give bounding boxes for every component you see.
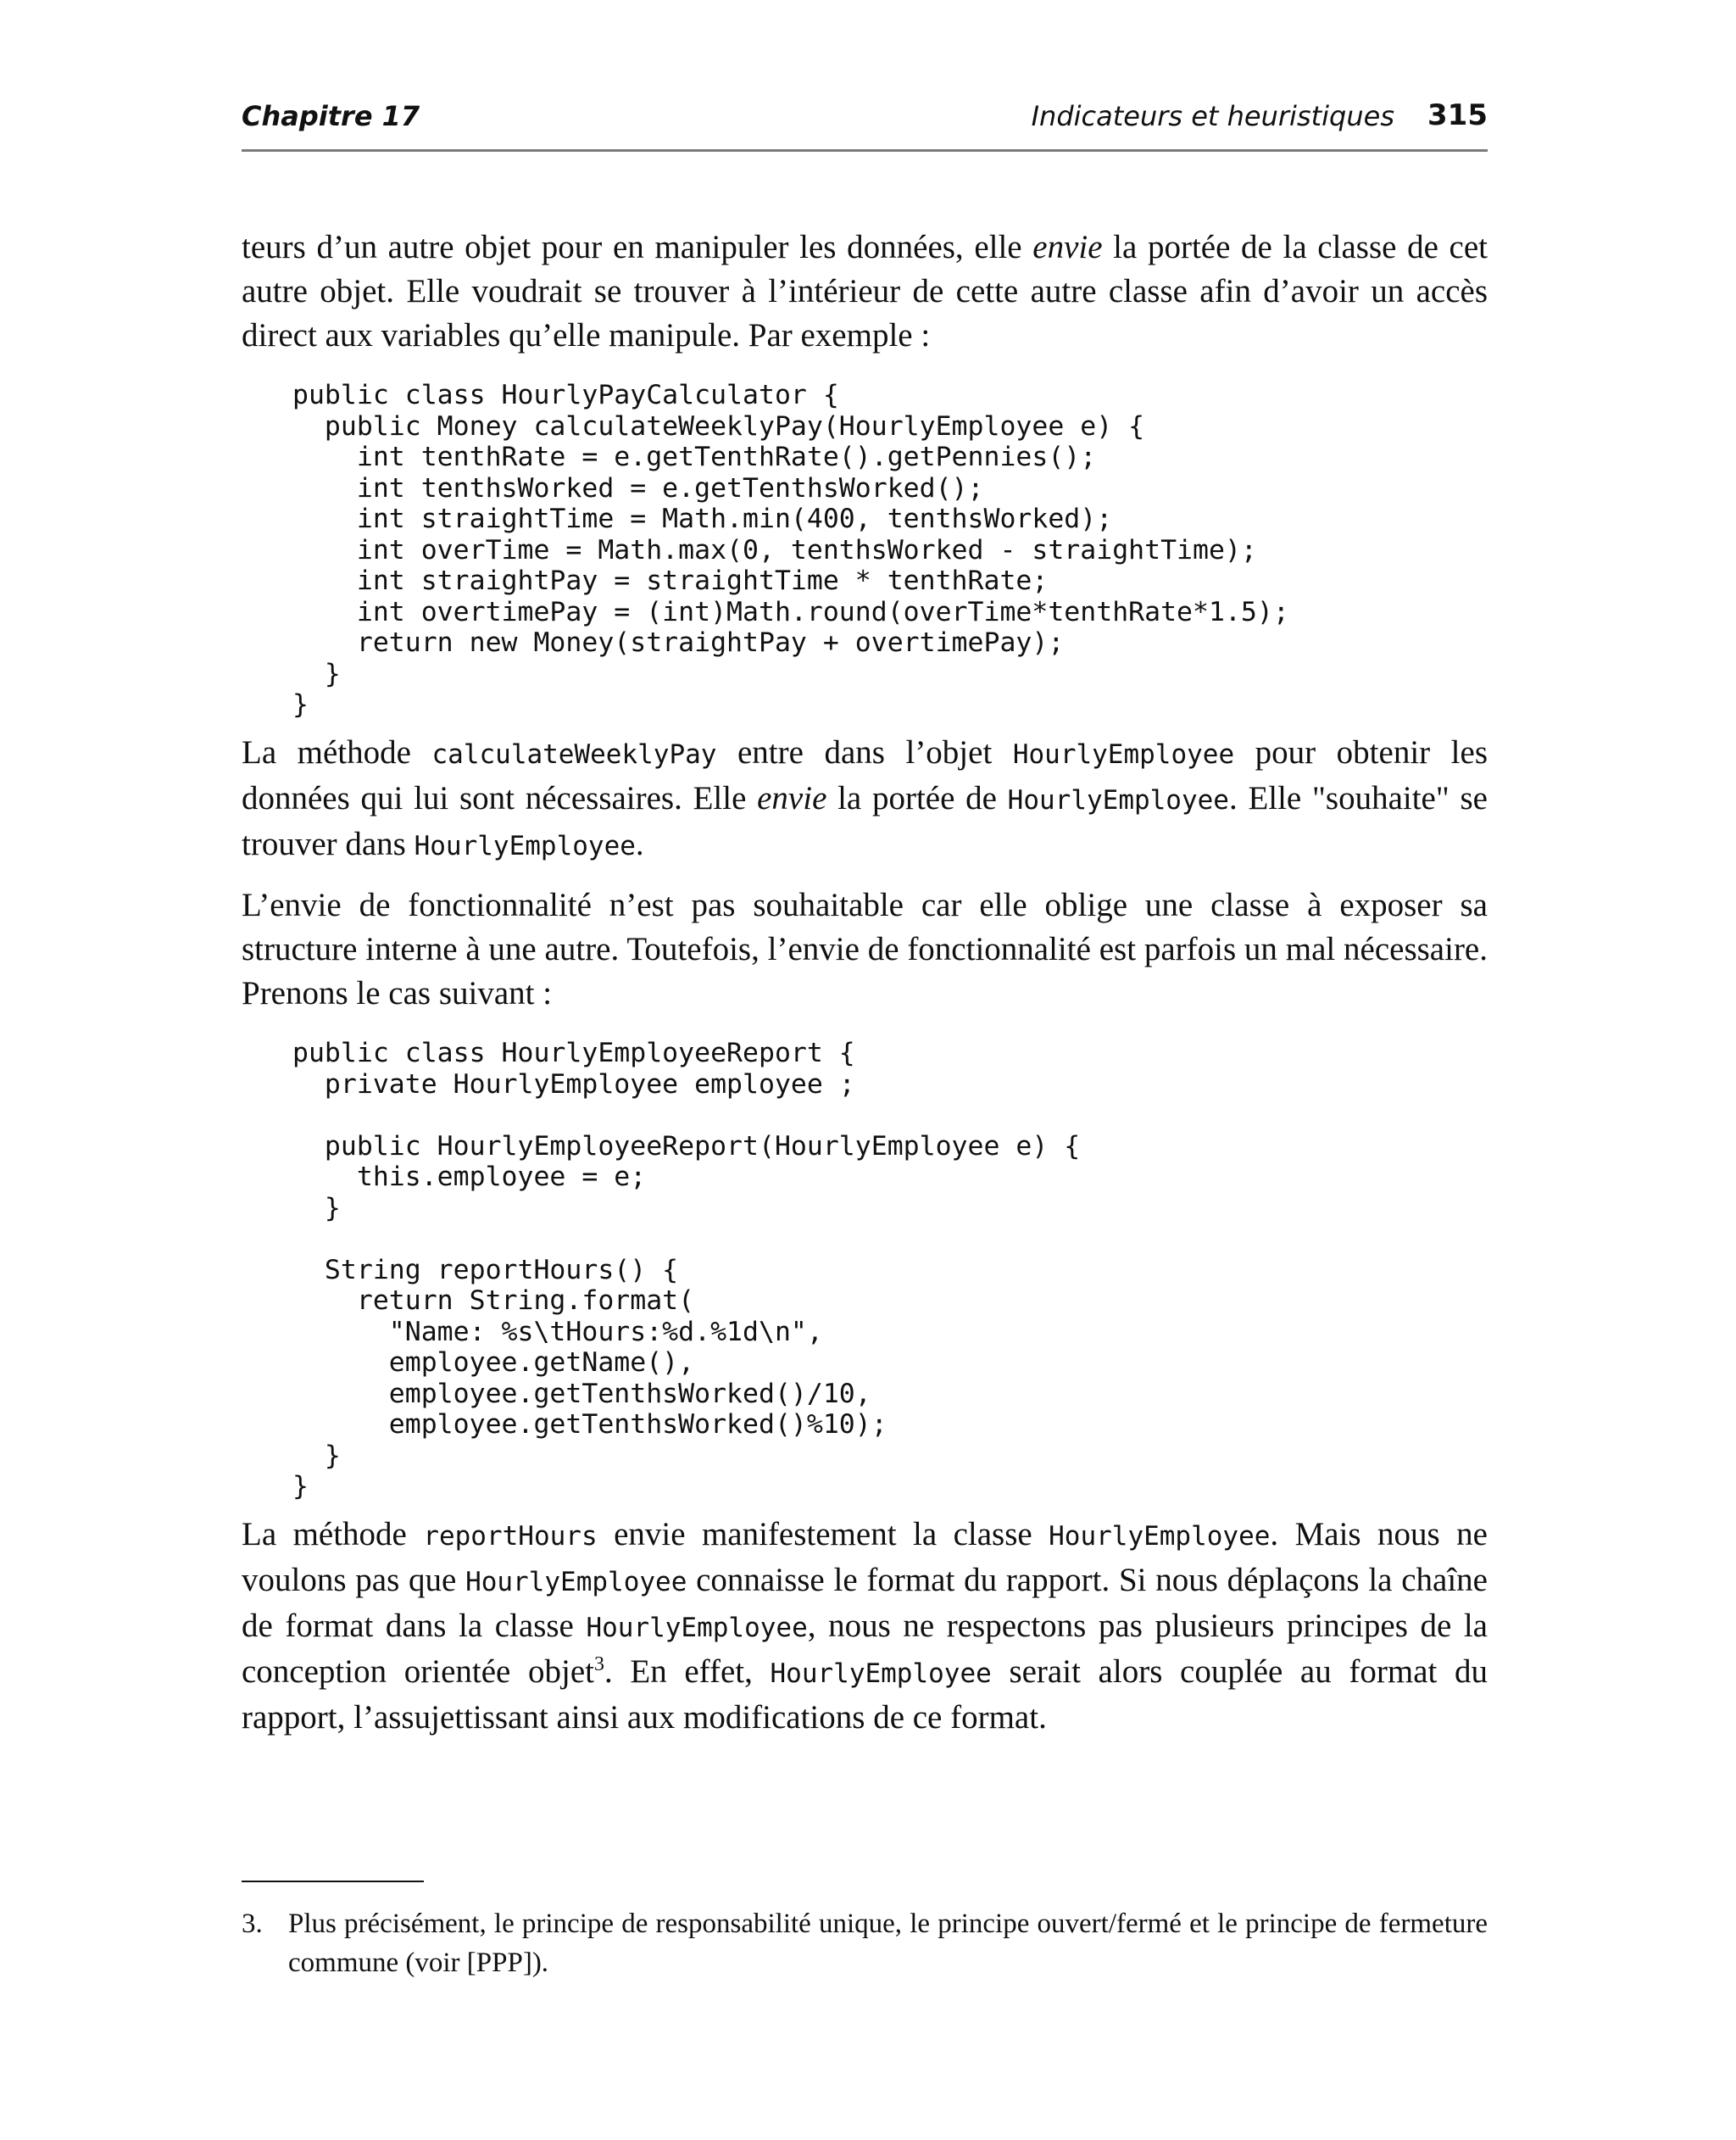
inline-code: reportHours bbox=[423, 1521, 598, 1552]
chapter-label: Chapitre 17 bbox=[242, 100, 420, 132]
code-listing-hourly-pay-calculator: public class HourlyPayCalculator { public Money calculateWeeklyPay(HourlyEmployee e) { int tenthRate = e.getTenthRate().getPennies(); int tenthsWorked = e.getTenthsWorked(); int straightTime = Math.min(400, tenthsWorked); int overTime = Math.max(0, tenthsWorked - straightTime); int straightPay = straightTime * tenthRate; int overtimePay = (int)Math.round(overTime*tenthRate*1.5); return new Money(straightPay + overtimePay); } } bbox=[292, 380, 1289, 720]
text-run: envie manifestement la classe bbox=[597, 1516, 1049, 1552]
inline-code: HourlyEmployee bbox=[1012, 739, 1235, 770]
text-run: . Mais nous ne voulons pas que bbox=[242, 1516, 1488, 1598]
paragraph-report-hours bbox=[242, 1513, 1488, 1740]
text-run: . bbox=[635, 826, 644, 862]
page-number: 315 bbox=[1427, 98, 1488, 132]
text-run: la portée de la classe de cet autre objet. Elle voudrait se trouver à l’intérieur de cette autre classe afin d’avoir un accès direct aux variables qu’elle manipule. Par exemple : bbox=[242, 229, 1488, 354]
paragraph-intro bbox=[242, 226, 1488, 358]
footnote-rule bbox=[242, 1881, 424, 1882]
inline-code: HourlyEmployee bbox=[770, 1658, 992, 1689]
text-run: . En effet, bbox=[604, 1653, 771, 1690]
header-rule bbox=[242, 149, 1488, 152]
running-head bbox=[242, 100, 1488, 134]
text-run: . Elle "souhaite" se trouver dans bbox=[242, 780, 1488, 862]
emphasis: envie bbox=[1032, 229, 1103, 265]
inline-code: HourlyEmployee bbox=[1007, 785, 1229, 816]
inline-code: calculateWeeklyPay bbox=[431, 739, 717, 770]
text-run: La méthode bbox=[242, 734, 432, 771]
text-run: , nous ne respectons pas plusieurs principes de la conception orientée objet bbox=[242, 1608, 1488, 1690]
text-run: pour obtenir les données qui lui sont nécessaires. Elle bbox=[242, 734, 1488, 816]
text-run: teurs d’un autre objet pour en manipuler les données, elle bbox=[242, 229, 1033, 265]
paragraph-calculate-weekly-pay bbox=[242, 731, 1488, 868]
text-run: connaisse le format du rapport. Si nous déplaçons la chaîne de format dans la classe bbox=[242, 1562, 1488, 1644]
emphasis: envie bbox=[757, 780, 827, 816]
inline-code: HourlyEmployee bbox=[1049, 1521, 1271, 1552]
text-run: serait alors couplée au format du rapport, l’assujettissant ainsi aux modifications de ce format. bbox=[242, 1653, 1488, 1736]
text-run: La méthode bbox=[242, 1516, 424, 1552]
footnote-number: 3. bbox=[242, 1909, 263, 1939]
text-run: entre dans l’objet bbox=[716, 734, 1013, 771]
footnote-text: Plus précisément, le principe de responsabilité unique, le principe ouvert/fermé et le principe de fermeture commune (voir [PPP]). bbox=[288, 1909, 1488, 1978]
inline-code: HourlyEmployee bbox=[414, 831, 636, 861]
inline-code: HourlyEmployee bbox=[586, 1613, 808, 1643]
paragraph-feature-envy: L’envie de fonctionnalité n’est pas souhaitable car elle oblige une classe à exposer sa structure interne à une autre. Toutefois, l’envie de fonctionnalité est parfois un mal nécessaire. Prenons le cas suivant : bbox=[242, 887, 1488, 1011]
section-title: Indicateurs et heuristiques bbox=[1031, 100, 1394, 132]
code-listing-hourly-employee-report: public class HourlyEmployeeReport { private HourlyEmployee employee ; public HourlyEmployeeReport(HourlyEmployee e) { this.employee = e; } String reportHours() { return String.format( "Name: %s\tHours:%d.%1d\n", employee.getName(), employee.getTenthsWorked()/10, employee.getTenthsWorked()%10); } } bbox=[292, 1038, 1081, 1502]
inline-code: HourlyEmployee bbox=[465, 1567, 687, 1597]
text-run: la portée de bbox=[826, 780, 1008, 816]
footnote-reference[interactable]: 3 bbox=[593, 1653, 604, 1675]
